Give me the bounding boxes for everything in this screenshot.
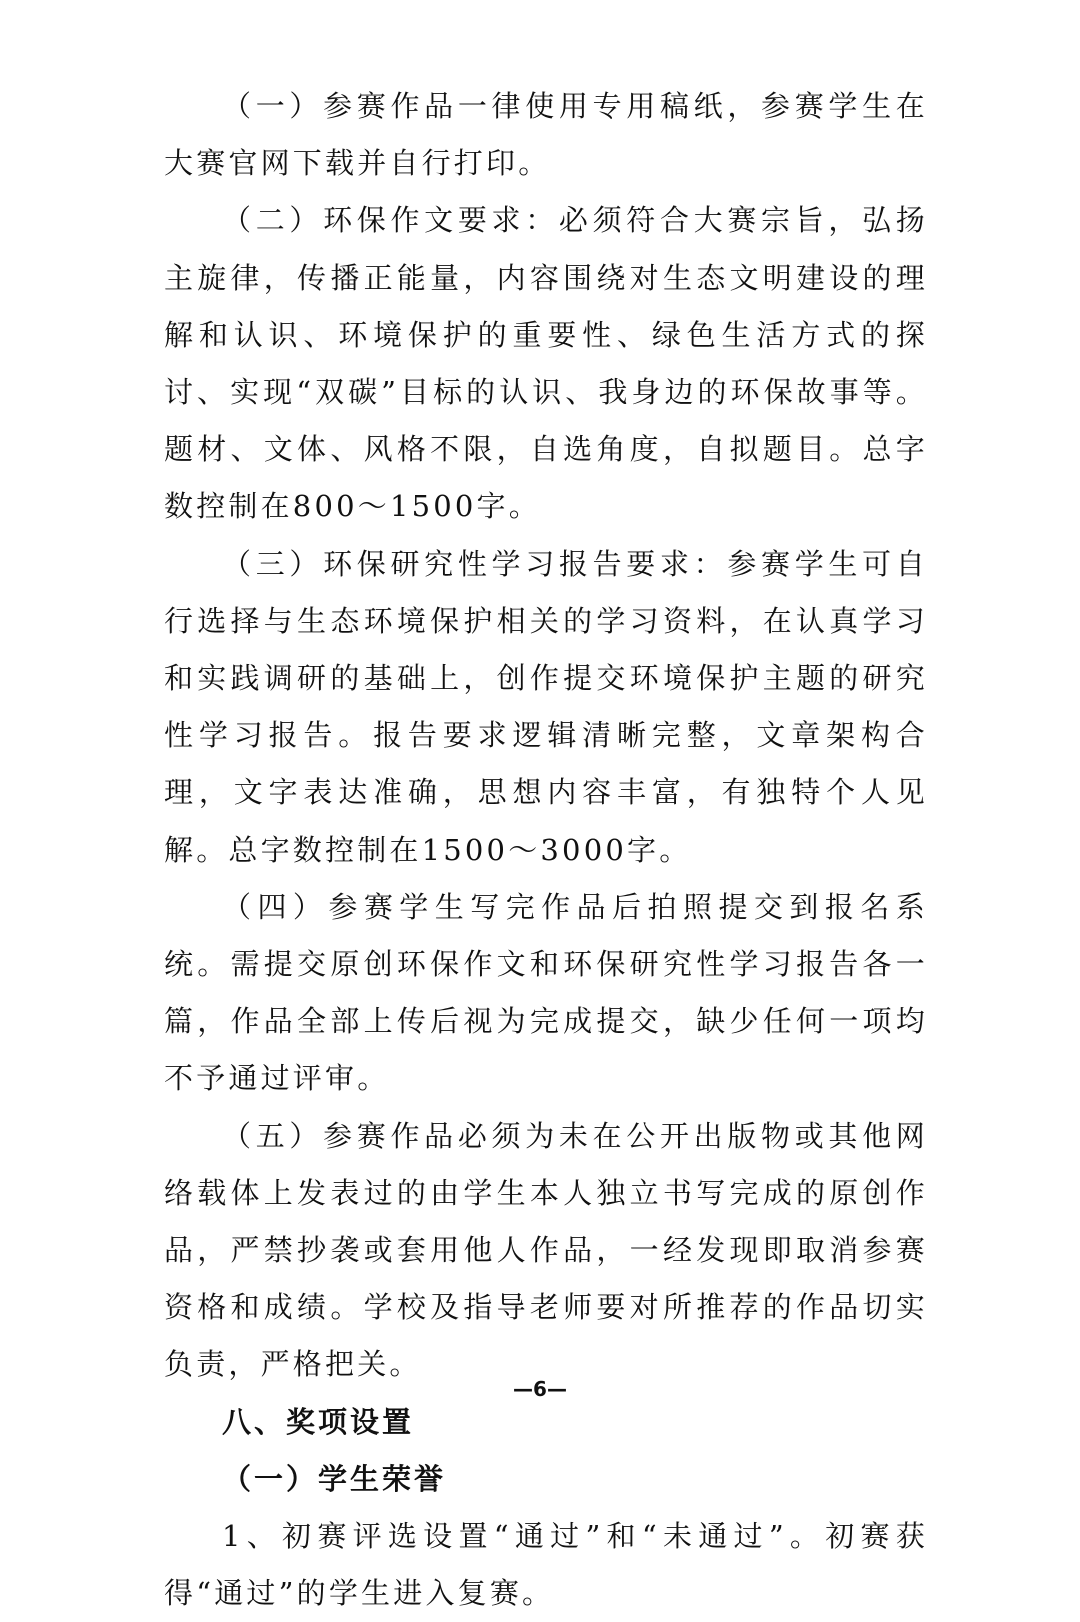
paragraph-1: （一）参赛作品一律使用专用稿纸，参赛学生在大赛官网下载并自行打印。 — [164, 89, 928, 181]
paragraph-4: （四）参赛学生写完作品后拍照提交到报名系统。需提交原创环保作文和环保研究性学习报告各一篇，作品全部上传后视为完成提交，缺少任何一项均不予通过评审。 — [164, 889, 928, 1096]
sub-heading: （一）学生荣誉 — [222, 1461, 447, 1496]
paragraph-2: （二）环保作文要求：必须符合大赛宗旨，弘扬主旋律，传播正能量，内容围绕对生态文明建设的理解和认识、环境保护的重要性、绿色生活方式的探讨、实现“双碳”目标的认识、我身边的环保故事等。题材、文体、风格不限，自选角度，自拟题目。总字数控制在800～1500字。 — [164, 203, 928, 524]
paragraph-3: （三）环保研究性学习报告要求：参赛学生可自行选择与生态环境保护相关的学习资料，在认真学习和实践调研的基础上，创作提交环境保护主题的研究性学习报告。报告要求逻辑清晰完整，文章架构合理，文字表达准确，思想内容丰富，有独特个人见解。总字数控制在1500～3000字。 — [164, 546, 928, 867]
list-item-1: 1、初赛评选设置“通过”和“未通过”。初赛获得“通过”的学生进入复赛。 — [164, 1519, 928, 1611]
section-heading: 八、奖项设置 — [222, 1404, 415, 1439]
paragraph-5: （五）参赛作品必须为未在公开出版物或其他网络载体上发表过的由学生本人独立书写完成的原创作品，严禁抄袭或套用他人作品，一经发现即取消参赛资格和成绩。学校及指导老师要对所推荐的作品切实负责，严格把关。 — [164, 1118, 928, 1382]
page-number: —6— — [513, 1377, 567, 1401]
